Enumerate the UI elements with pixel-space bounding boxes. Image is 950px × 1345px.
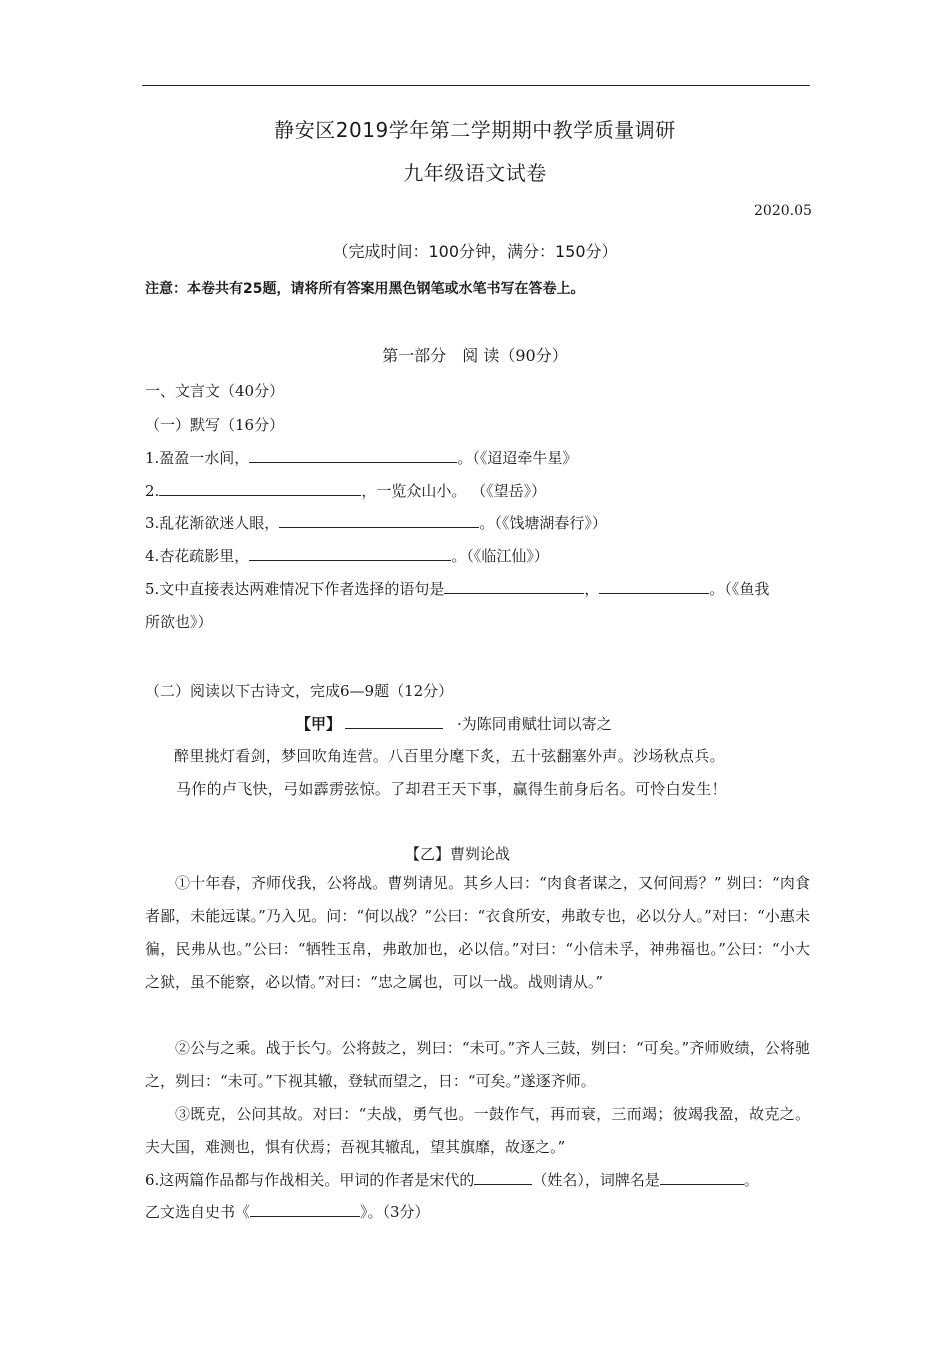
q6-text: 6.这两篇作品都与作战相关。甲词的作者是宋代的 [145,1171,475,1189]
section1-heading: 一、文言文（40分） [145,382,285,400]
question-6-line2 [145,1201,430,1222]
poem-label: 【甲】 [296,715,342,733]
q4-text: 4.杏花疏影里， [145,547,250,565]
question-2 [145,480,546,501]
poem-title-blank[interactable] [345,714,443,729]
q2-number: 2. [145,482,160,500]
poem-subtitle: ·为陈同甫赋壮词以寄之 [457,715,612,733]
q6-mid: （姓名），词牌名是 [532,1171,660,1189]
q2-blank[interactable] [159,481,361,496]
q6-end: 。 [743,1171,759,1189]
poem-title [296,713,612,734]
time-note: （完成时间：100分钟，满分：150分） [332,242,618,261]
q6-blank-cipai[interactable] [660,1170,744,1185]
q5-comma: ， [584,580,600,598]
question-1 [145,447,577,468]
q1-blank[interactable] [249,448,457,463]
notice: 注意：本卷共有25题，请将所有答案用黑色钢笔或水笔书写在答卷上。 [145,281,585,297]
q5-blank-1[interactable] [444,579,584,594]
q3-text: 3.乱花渐欲迷人眼， [145,514,280,532]
header-rule [142,85,810,86]
prose-paragraph-2: ②公与之乘。战于长勺。公将鼓之，刿曰：“未可。”齐人三鼓，刿曰：“可矣。”齐师败绩，公将驰之，刿曰：“未可。”下视其辙，登轼而望之，日：“可矣。”遂逐齐师。 [145,1039,810,1090]
question-6 [145,1169,759,1190]
question-3 [145,512,607,533]
q5-source-line2: 所欲也》） [145,613,213,631]
sub2-heading: （二）阅读以下古诗文，完成6—9题（12分） [145,682,454,700]
q6-blank-book[interactable] [250,1202,360,1217]
q6-line2-end: 》。（3分） [360,1203,430,1221]
q6-blank-author[interactable] [474,1170,532,1185]
q3-blank[interactable] [279,513,479,528]
part1-heading: 第一部分 阅 读（90分） [382,346,568,365]
prose-paragraph-3: ③既克，公问其故。对曰：“夫战，勇气也。一鼓作气，再而衰，三而竭；彼竭我盈，故克之。夫大国，难测也，惧有伏焉；吾视其辙乱，望其旗靡，故逐之。” [145,1105,810,1156]
q1-source: 。（《迢迢牵牛星》 [457,449,578,467]
poem-line-2: 马作的卢飞快，弓如霹雳弦惊。了却君王天下事，赢得生前身后名。可怜白发生！ [176,780,727,798]
prose-title: 【乙】曹刿论战 [405,845,511,863]
question-5 [145,578,769,599]
exam-date: 2020.05 [754,203,812,219]
q6-line2-text: 乙文选自史书《 [145,1203,251,1221]
q4-blank[interactable] [249,546,451,561]
q4-source: 。（《临江仙》） [451,547,549,565]
q3-source: 。（《饯塘湖春行》） [479,514,607,532]
exam-title: 静安区2019学年第二学期期中教学质量调研 [274,118,676,142]
q5-text: 5.文中直接表达两难情况下作者选择的语句是 [145,580,445,598]
sub1-heading: （一）默写（16分） [145,416,285,434]
q5-source: 。（《鱼我 [709,580,770,598]
q5-blank-2[interactable] [599,579,709,594]
q2-text: ，一览众山小。 （《望岳》） [361,482,547,500]
q1-text: 1.盈盈一水间， [145,449,250,467]
exam-subtitle: 九年级语文试卷 [403,161,547,185]
poem-line-1: 醉里挑灯看剑，梦回吹角连营。八百里分麾下炙，五十弦翻塞外声。沙场秋点兵。 [174,747,725,765]
question-4 [145,545,549,566]
prose-paragraph-1: ①十年春，齐师伐我，公将战。曹刿请见。其乡人曰：“肉食者谋之，又何间焉？” 刿曰：“肉食者鄙，未能远谋。”乃入见。问：“何以战？”公曰：“衣食所安，弗敢专也，必以分人。”对曰：“小惠未徧，民弗从也。”公曰：“牺牲玉帛，弗敢加也，必以信。”对曰：“小信未孚，神弗福也。”公曰：“小大之狱，虽不能察，必以情。”对曰：“忠之属也，可以一战。战则请从。” [145,874,810,991]
